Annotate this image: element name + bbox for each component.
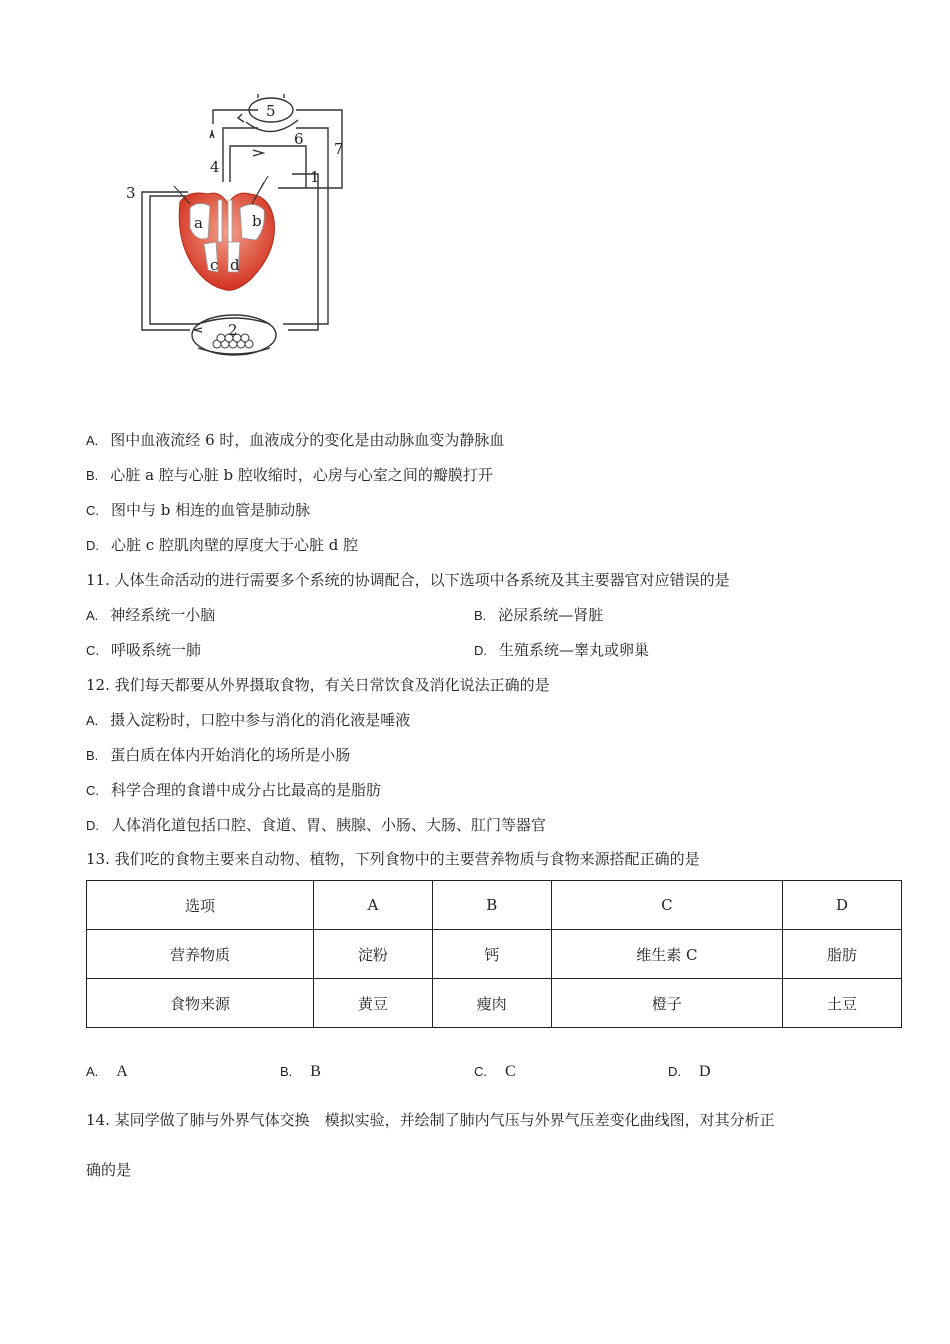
q13-answer-c[interactable] (474, 1062, 516, 1081)
table-cell: 食物来源 (87, 979, 314, 1028)
option-text: D (699, 1063, 711, 1080)
option-text: 图中血液流经 6 时，血液成分的变化是由动脉血变为静脉血 (110, 431, 505, 449)
label-d: d (230, 256, 240, 274)
option-letter: C. (86, 783, 99, 798)
table-row (87, 881, 902, 930)
option-letter: A. (86, 713, 99, 728)
label-2: 2 (228, 321, 238, 339)
table-cell: C (551, 881, 782, 930)
table-cell: 淀粉 (313, 930, 432, 979)
option-text: 心脏 c 腔肌肉壁的厚度大于心脏 d 腔 (111, 536, 359, 554)
q11-option-c[interactable] (86, 640, 201, 661)
option-text: 神经系统一小脑 (110, 606, 216, 624)
table-cell: 营养物质 (87, 930, 314, 979)
option-text: A (116, 1063, 128, 1080)
table-cell: 脂肪 (783, 930, 902, 979)
option-letter: B. (474, 608, 487, 623)
table-cell: D (783, 881, 902, 930)
option-text: 蛋白质在体内开始消化的场所是小肠 (110, 746, 351, 764)
option-text: 泌尿系统—肾脏 (498, 606, 604, 624)
label-5: 5 (266, 102, 276, 120)
option-letter: B. (280, 1064, 293, 1079)
q10-option-a[interactable] (86, 430, 504, 451)
q11-option-d[interactable] (474, 640, 649, 661)
table-cell: B (432, 881, 551, 930)
table-cell: 橙子 (551, 979, 782, 1028)
option-letter: A. (86, 608, 99, 623)
q10-option-b[interactable] (86, 465, 493, 486)
q13-answer-b[interactable] (280, 1062, 321, 1081)
option-letter: A. (86, 1064, 99, 1079)
option-text: 人体消化道包括口腔、食道、胃、胰腺、小肠、大肠、肛门等器官 (111, 816, 547, 834)
q10-option-c[interactable] (86, 500, 310, 521)
table-cell: 维生素 C (551, 930, 782, 979)
label-4: 4 (210, 158, 220, 176)
option-letter: D. (668, 1064, 681, 1079)
option-letter: C. (474, 1064, 487, 1079)
label-3: 3 (126, 184, 136, 202)
option-text: 生殖系统—睾丸或卵巢 (499, 641, 650, 659)
q13-answer-a[interactable] (86, 1062, 128, 1081)
label-c: c (210, 256, 219, 274)
option-text: 呼吸系统一肺 (111, 641, 202, 659)
label-6: 6 (294, 130, 304, 148)
option-letter: B. (86, 748, 99, 763)
table-cell: 钙 (432, 930, 551, 979)
option-letter: D. (86, 818, 99, 833)
option-text: 科学合理的食谱中成分占比最高的是脂肪 (111, 781, 382, 799)
label-1: 1 (310, 168, 320, 186)
q14-stem-line-1: 14. 某同学做了肺与外界气体交换 模拟实验，并绘制了肺内气压与外界气压差变化曲线图，对其分析正 (86, 1111, 775, 1129)
q10-option-d[interactable] (86, 535, 358, 556)
option-letter: C. (86, 503, 99, 518)
table-cell: 选项 (87, 881, 314, 930)
q13-table (86, 880, 902, 1028)
q12-option-a[interactable] (86, 710, 410, 731)
option-letter: A. (86, 433, 99, 448)
q12-option-d[interactable] (86, 815, 546, 836)
table-cell: A (313, 881, 432, 930)
q13-stem: 13. 我们吃的食物主要来自动物、植物，下列食物中的主要营养物质与食物来源搭配正确的是 (86, 850, 700, 868)
q12-stem: 12. 我们每天都要从外界摄取食物，有关日常饮食及消化说法正确的是 (86, 676, 550, 694)
q14-stem-line-2: 确的是 (86, 1161, 132, 1179)
q11-option-a[interactable] (86, 605, 215, 626)
table-cell: 瘦肉 (432, 979, 551, 1028)
option-letter: D. (474, 643, 487, 658)
option-text: B (310, 1063, 321, 1080)
blood-circulation-diagram (118, 92, 358, 364)
table-row (87, 979, 902, 1028)
q12-option-b[interactable] (86, 745, 350, 766)
option-text: 心脏 a 腔与心脏 b 腔收缩时，心房与心室之间的瓣膜打开 (110, 466, 493, 484)
q13-answer-d[interactable] (668, 1062, 711, 1081)
option-letter: B. (86, 468, 99, 483)
label-a: a (194, 214, 203, 232)
label-7: 7 (334, 140, 344, 158)
table-cell: 黄豆 (313, 979, 432, 1028)
q12-option-c[interactable] (86, 780, 381, 801)
option-text: 图中与 b 相连的血管是肺动脉 (111, 501, 311, 519)
q11-option-b[interactable] (474, 605, 603, 626)
option-letter: C. (86, 643, 99, 658)
option-text: 摄入淀粉时，口腔中参与消化的消化液是唾液 (110, 711, 411, 729)
q11-stem: 11. 人体生命活动的进行需要多个系统的协调配合，以下选项中各系统及其主要器官对应错误的是 (86, 571, 730, 589)
table-cell: 土豆 (783, 979, 902, 1028)
option-text: C (505, 1063, 516, 1080)
table-row (87, 930, 902, 979)
label-b: b (252, 212, 262, 230)
option-letter: D. (86, 538, 99, 553)
